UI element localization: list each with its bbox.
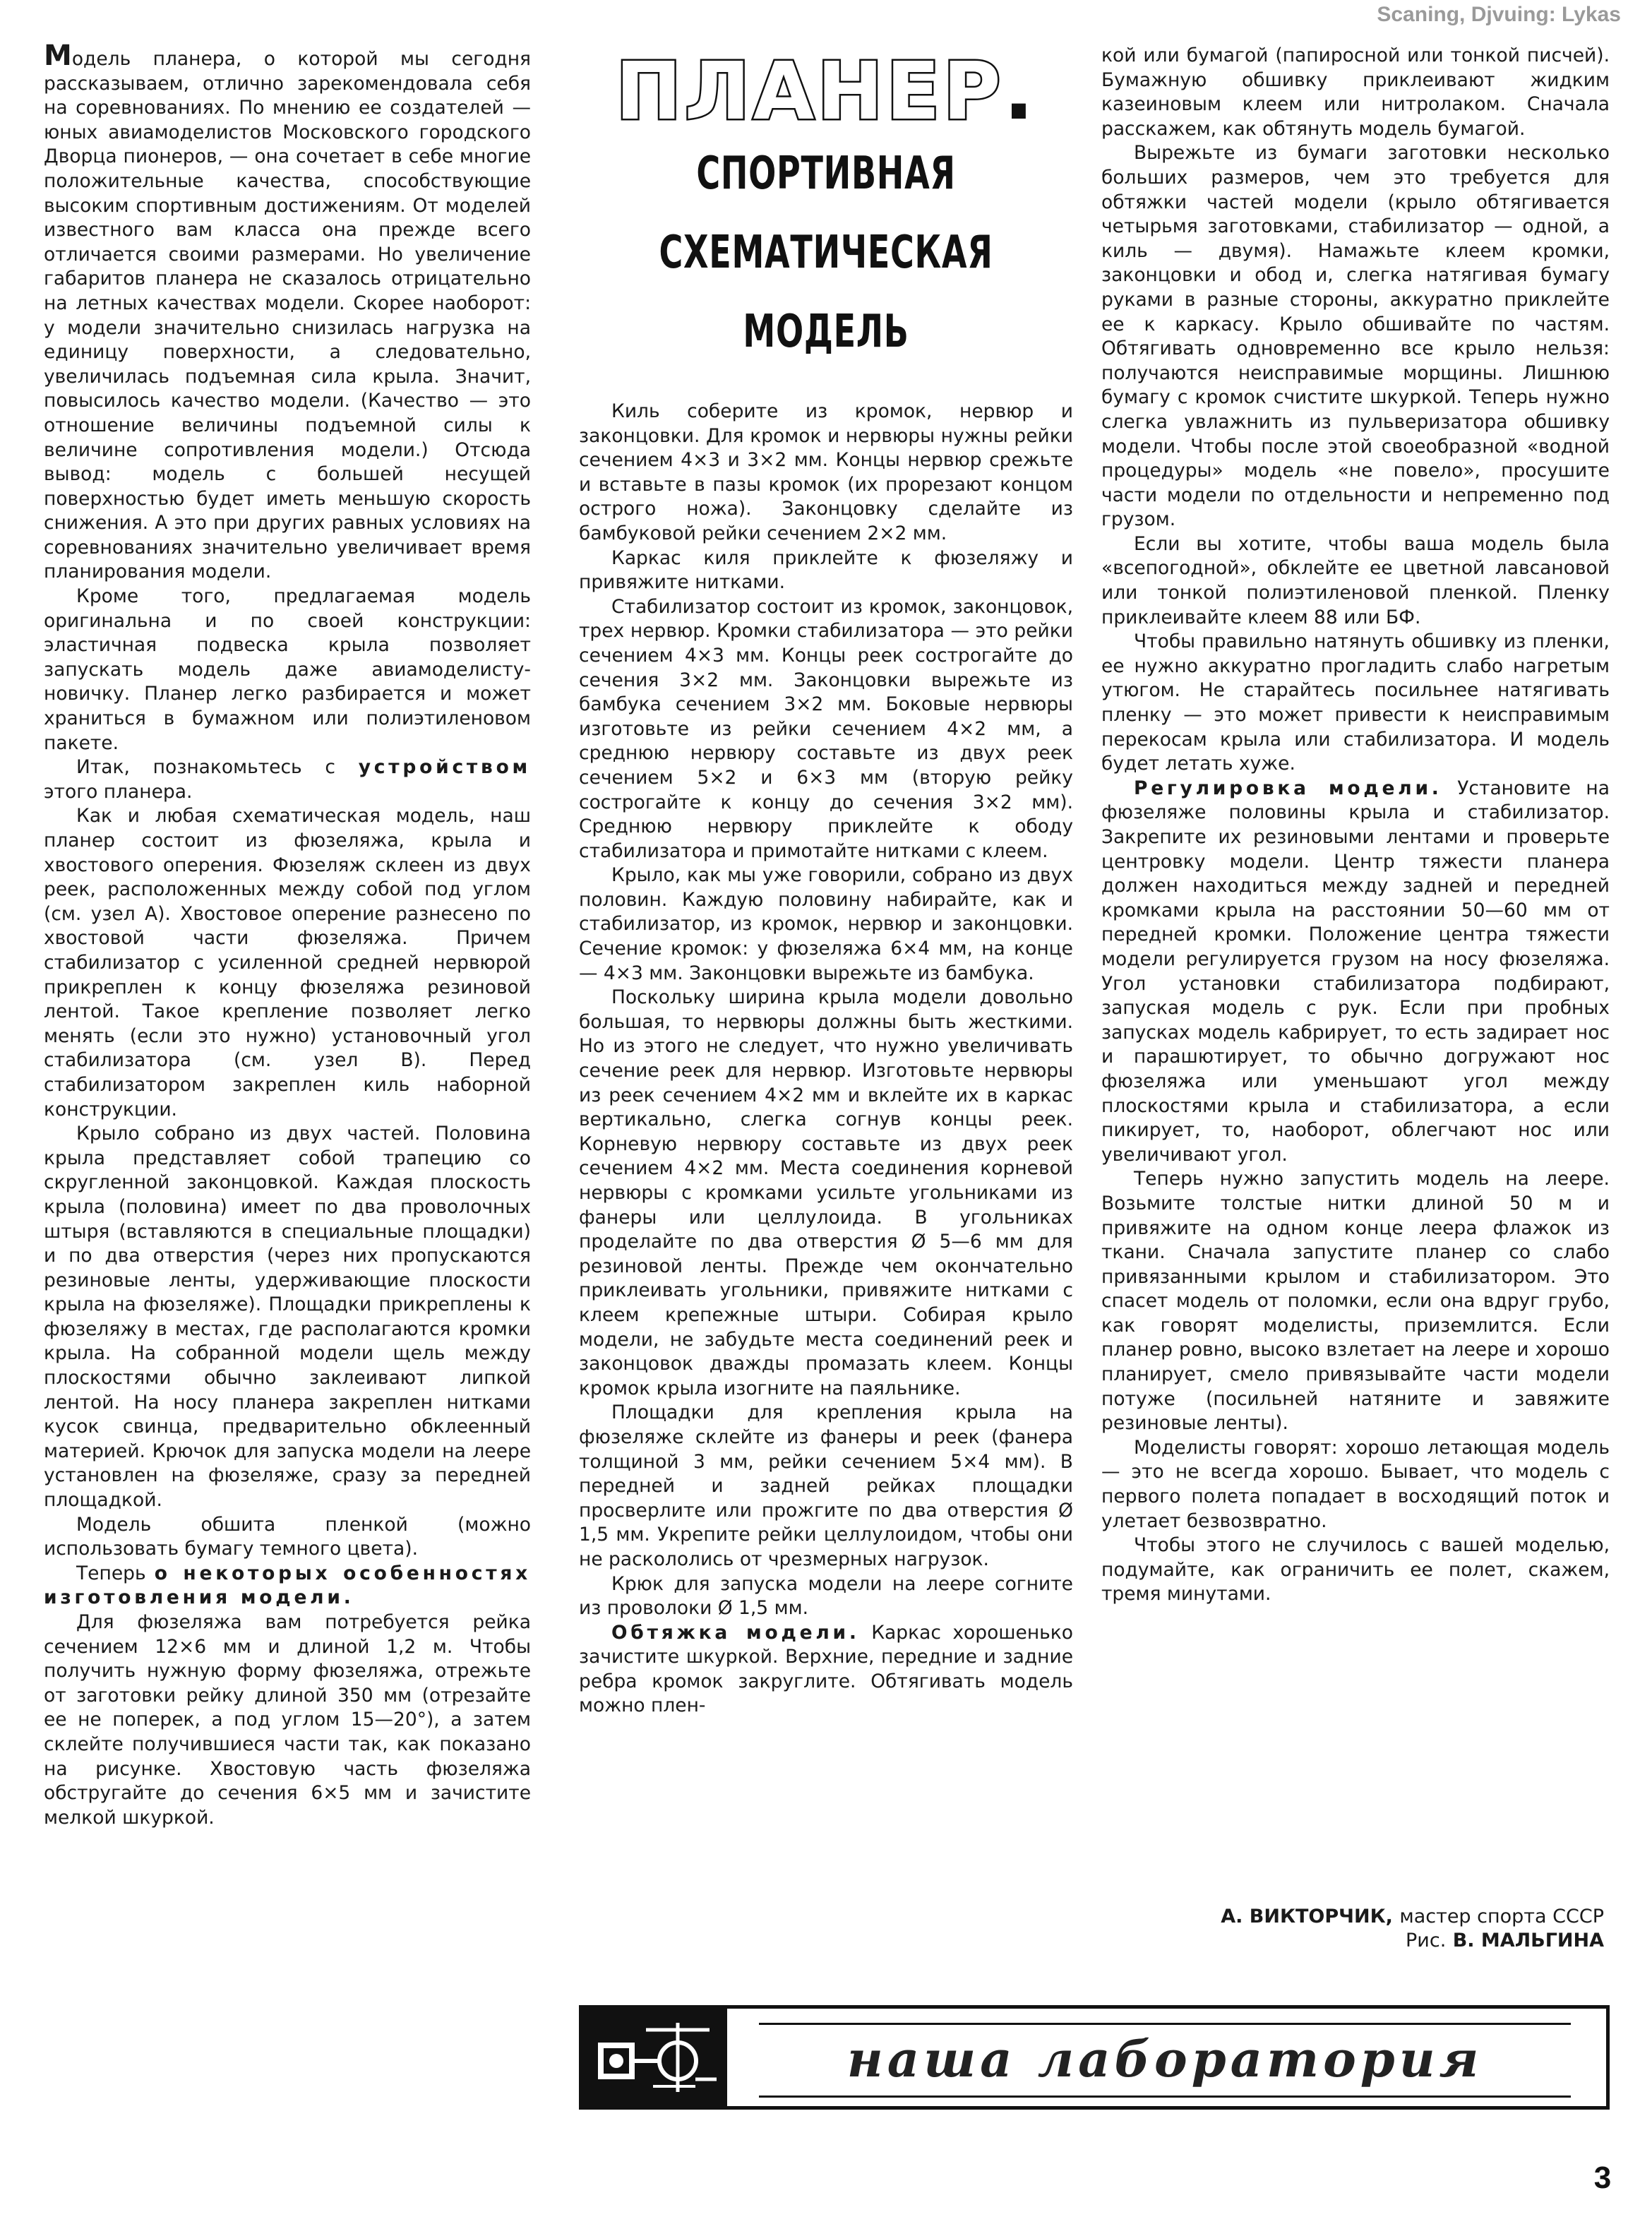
section-banner-title: наша лаборатория [759, 2023, 1571, 2098]
paragraph: Киль соберите из кромок, нервюр и законцовки. Для кромок и нервюры нужны рейки сечением 4×3 и 3×2 мм. Концы нервюр срежьте и вставьте в пазы кромок (их прорезают концом острого ножа). Законцовку сделайте из бамбуковой рейки сечением 2×2 мм. [579, 400, 1073, 544]
illustrator-name: В. МАЛЬГИНА [1452, 1930, 1604, 1951]
paragraph: Как и любая схематическая модель, наш планер состоит из фюзеляжа, крыла и хвостового оперения. Фюзеляж склеен из двух реек, расположенных между собой под углом (см. узел А). Хвостовое оперение разнесено по хвостовой части фюзеляжа. Причем стабилизатор с усиленной средней нервюрой прикреплен к концу фюзеляжа резиновой лентой. Такое крепление позволяет легко менять (если это нужно) установочный угол стабилизатора (см. узел В). Перед стабилизатором закреплен киль наборной конструкции. [44, 805, 531, 1120]
paragraph-text: этого планера. [44, 780, 193, 803]
spaced-emphasis: Регулировка модели. [1134, 777, 1442, 799]
paragraph: Теперь нужно запустить модель на леере. Возьмите толстые нитки длиной 50 м и привяжите на одном конце леера флажок из ткани. Сначала запустите планер со слабо привязанными крылом и стабилизатором. Это спасет модель от поломки, если она вдруг грубо, как говорят моделисты, приземлится. Если планер ровно, высоко взлетает на леере и хорошо планирует, смело привязывайте части модели потуже (посильней натяните и завяжите резиновые ленты). [1101, 1168, 1610, 1435]
page-number: 3 [1593, 2160, 1612, 2195]
paragraph: Стабилизатор состоит из кромок, законцовок, трех нервюр. Кромки стабилизатора — это рейки сечением 4×3 мм. Концы реек сострогайте до сечения 3×2 мм. Законцовки вырежьте из бамбука сечением 3×2 мм. Боковые нервюры изготовьте из рейки сечением 4×2 мм, а среднюю нервюру составьте из двух реек сечением 5×2 и 6×3 мм (вторую рейку сострогайте к концу до сечения 3×2 мм). Среднюю нервюру приклейте к ободу стабилизатора и примотайте нитками с клеем. [579, 595, 1073, 862]
author-name: А. ВИКТОРЧИК, [1221, 1906, 1393, 1927]
section-banner [579, 2005, 1610, 2110]
paragraph-text: Теперь [76, 1562, 155, 1584]
illustrator-prefix: Рис. [1406, 1930, 1447, 1951]
spaced-emphasis: о некоторых особенностях изготовления модели. [44, 1562, 531, 1609]
paragraph: Если вы хотите, чтобы ваша модель была «всепогодной», обклейте ее цветной лавсановой или тонкой полиэтиленовой пленкой. Пленку приклеивайте клеем 88 или БФ. [1101, 532, 1610, 628]
article-title-block [579, 46, 1073, 371]
paragraph [44, 40, 531, 585]
spaced-emphasis: Обтяжка модели. [611, 1621, 860, 1644]
paragraph: Кроме того, предлагаемая модель оригинальна и по своей конструкции: эластичная подвеска крыла позволяет запускать модель даже авиамоделисту-новичку. Планер легко разбирается и может храниться в бумажном или полиэтиленовом пакете. [44, 585, 531, 754]
paragraph: Поскольку ширина крыла модели довольно большая, то нервюры должны быть жесткими. Но из этого не следует, что нужно увеличивать сечение реек для нервюр. Изготовьте нервюры из реек сечением 4×2 мм и вклейте их в каркас вертикально, слегка согнув концы реек. Корневую нервюру составьте из двух реек сечением 4×2 мм. Места соединения корневой нервюры с кромками усильте угольниками из фанеры или целлулоида. В угольниках проделайте по два отверстия Ø 5—6 мм для резиновой ленты. Прежде чем окончательно приклеивать угольники, привяжите нитками с клеем крепежные штыри. Собирая крыло модели, не забудьте места соединений реек и законцовок дважды промазать клеем. Концы кромок крыла изогните на паяльнике. [579, 986, 1073, 1399]
paragraph [1101, 777, 1610, 1168]
article-column-1 [44, 40, 531, 1830]
paragraph [579, 1621, 1073, 1718]
paragraph: Чтобы этого не случилось с вашей моделью, подумайте, как ограничить ее полет, скажем, тремя минутами. [1101, 1534, 1610, 1606]
paragraph: Каркас киля приклейте к фюзеляжу и привяжите нитками. [579, 546, 1073, 594]
article-signature [1101, 1905, 1604, 1953]
paragraph: Модель обшита пленкой (можно использовать бумагу темного цвета). [44, 1513, 531, 1560]
paragraph: Крюк для запуска модели на леере согните из проволоки Ø 1,5 мм. [579, 1572, 1073, 1620]
paragraph: Вырежьте из бумаги заготовки несколько больших размеров, чем это требуется для обтяжки частей модели (крыло обтягивается четырьмя заготовками, стабилизатор — одной, а киль — двумя). Намажьте клеем кромки, законцовки и обод и, слегка натягивая бумагу руками в разные стороны, аккуратно приклейте ее к каркасу. Крыло обшивайте по частям. Обтягивать одновременно все крыло нельзя: получаются неисправимые морщины. Лишнюю бумагу с кромок счистите шкуркой. Теперь нужно слегка увлажнить из пульверизатора обшивку модели. Чтобы после этой своеобразной «водной процедуры» модель «не повело», просушите части модели по отдельности и непременно под грузом. [1101, 142, 1610, 531]
paragraph [44, 1562, 531, 1610]
paragraph-text: Установите на фюзеляже половины крыла и стабилизатор. Закрепите их резиновыми лентами и проверьте центровку модели. Центр тяжести планера должен находиться между задней и передней кромками крыла на расстоянии 50—60 мм от передней кромки. Положение центра тяжести модели регулируется грузом на носу фюзеляжа. Угол установки стабилизатора подбирают, запуская модель с рук. Если при пробных запусках модель кабрирует, то есть задирает нос и парашютирует, то обычно догружают нос фюзеляжа или уменьшают угол между плоскостями крыла и стабилизатора, а если пикирует, то, наоборот, облегчают нос или увеличивают угол. [1101, 777, 1610, 1166]
drop-cap: М [44, 40, 72, 72]
article-subtitle-line-3: МОДЕЛЬ [743, 306, 909, 358]
title-dot: . [1003, 46, 1037, 138]
paragraph-text: Каркас хорошенько зачистите шкуркой. Верхние, передние и задние ребра кромок закруглите. Обтягивать модель можно плен- [579, 1621, 1073, 1717]
paragraph-text: одель планера, о которой мы сегодня рассказываем, отлично зарекомендовала себя на соревнованиях. По мнению ее создателей — юных авиамоделистов Московского городского Дворца пионеров, — она сочетает в себе многие положительные качества, способствующие высоким спортивным достижениям. От моделей известного вам класса она прежде всего отличается своими размерами. Но увеличение габаритов планера не сказалось отрицательно на летных качествах модели. Скорее наоборот: у модели значительно снизилась нагрузка на единицу поверхности, а следовательно, увеличилась подъемная сила крыла. Значит, повысилось качество модели. (Качество — это отношение величины подъемной силы к величине сопротивления модели.) Отсюда вывод: модель с большей несущей поверхностью будет иметь меньшую скорость снижения. А это при других равных условиях на соревнованиях значительно увеличивает время планирования модели. [44, 48, 531, 583]
paragraph: кой или бумагой (папиросной или тонкой писчей). Бумажную обшивку приклеивают жидким казеиновым клеем или нитролаком. Сначала расскажем, как обтянуть модель бумагой. [1101, 44, 1610, 140]
paragraph: Крыло собрано из двух частей. Половина крыла представляет собой трапецию со скругленной законцовкой. Каждая плоскость крыла (половина) имеет по два проволочных штыря (вставляются в специальные площадки) и по два отверстия (через них пропускаются резиновые ленты, удерживающие плоскости крыла на фюзеляже). Площадки прикреплены к фюзеляжу в местах, где располагаются кромки крыла. На собранной модели щель между плоскостями обычно заклеивают липкой лентой. На носу планера закреплен нитками кусок свинца, предварительно обклеенный материей. Крючок для запуска модели на леере установлен на фюзеляже, сразу за передней площадкой. [44, 1123, 531, 1512]
paragraph: Чтобы правильно натянуть обшивку из пленки, ее нужно аккуратно прогладить слабо нагретым утюгом. Не старайтесь посильнее натягивать пленку — это может привести к неисправимым перекосам крыла или стабилизатора. И модель будет летать хуже. [1101, 630, 1610, 775]
paragraph: Моделисты говорят: хорошо летающая модель — это не всегда хорошо. Бывает, что модель с первого полета попадает в восходящий поток и улетает безвозвратно. [1101, 1436, 1610, 1532]
paragraph: Площадки для крепления крыла на фюзеляже склейте из фанеры и реек (фанера толщиной 3 мм, рейки сечением 5×4 мм). В передней и задней рейках площадки просверлите или прожгите по два отверстия Ø 1,5 мм. Укрепите рейки целлулоидом, чтобы они не раскололись от чрезмерных нагрузок. [579, 1401, 1073, 1570]
article-subtitle-line-1: СПОРТИВНАЯ [696, 148, 956, 200]
article-title [579, 46, 1073, 138]
author-title: мастер спорта СССР [1399, 1906, 1604, 1927]
paragraph: Для фюзеляжа вам потребуется рейка сечением 12×6 мм и длиной 1,2 м. Чтобы получить нужную форму фюзеляжа, отрежьте от заготовки рейку длиной 350 мм (отрезайте ее не поперек, а под углом 15—20°), а затем склейте получившиеся части так, как показано на рисунке. Хвостовую часть фюзеляжа обстругайте до сечения 6×5 мм и зачистите мелкой шкуркой. [44, 1611, 531, 1829]
paragraph-text: Итак, познакомьтесь с [76, 756, 359, 779]
spaced-emphasis: устройством [358, 756, 531, 779]
title-text: ПЛАНЕР [615, 46, 1004, 138]
illustrator-line [1101, 1929, 1604, 1953]
scan-credit: Scaning, Djvuing: Lykas [1377, 3, 1621, 26]
paragraph: Крыло, как мы уже говорили, собрано из двух половин. Каждую половину набирайте, как и стабилизатор, из кромок, нервюр и законцовки. Сечение кромок: у фюзеляжа 6×4 мм, на конце — 4×3 мм. Законцовки вырежьте из бамбука. [579, 864, 1073, 984]
lab-instruments-icon [582, 2009, 727, 2106]
article-subtitle-line-2: СХЕМАТИЧЕСКАЯ [659, 227, 993, 279]
article-column-2 [579, 400, 1073, 1718]
paragraph [44, 755, 531, 804]
author-line [1101, 1905, 1604, 1929]
article-column-3 [1101, 44, 1610, 1607]
